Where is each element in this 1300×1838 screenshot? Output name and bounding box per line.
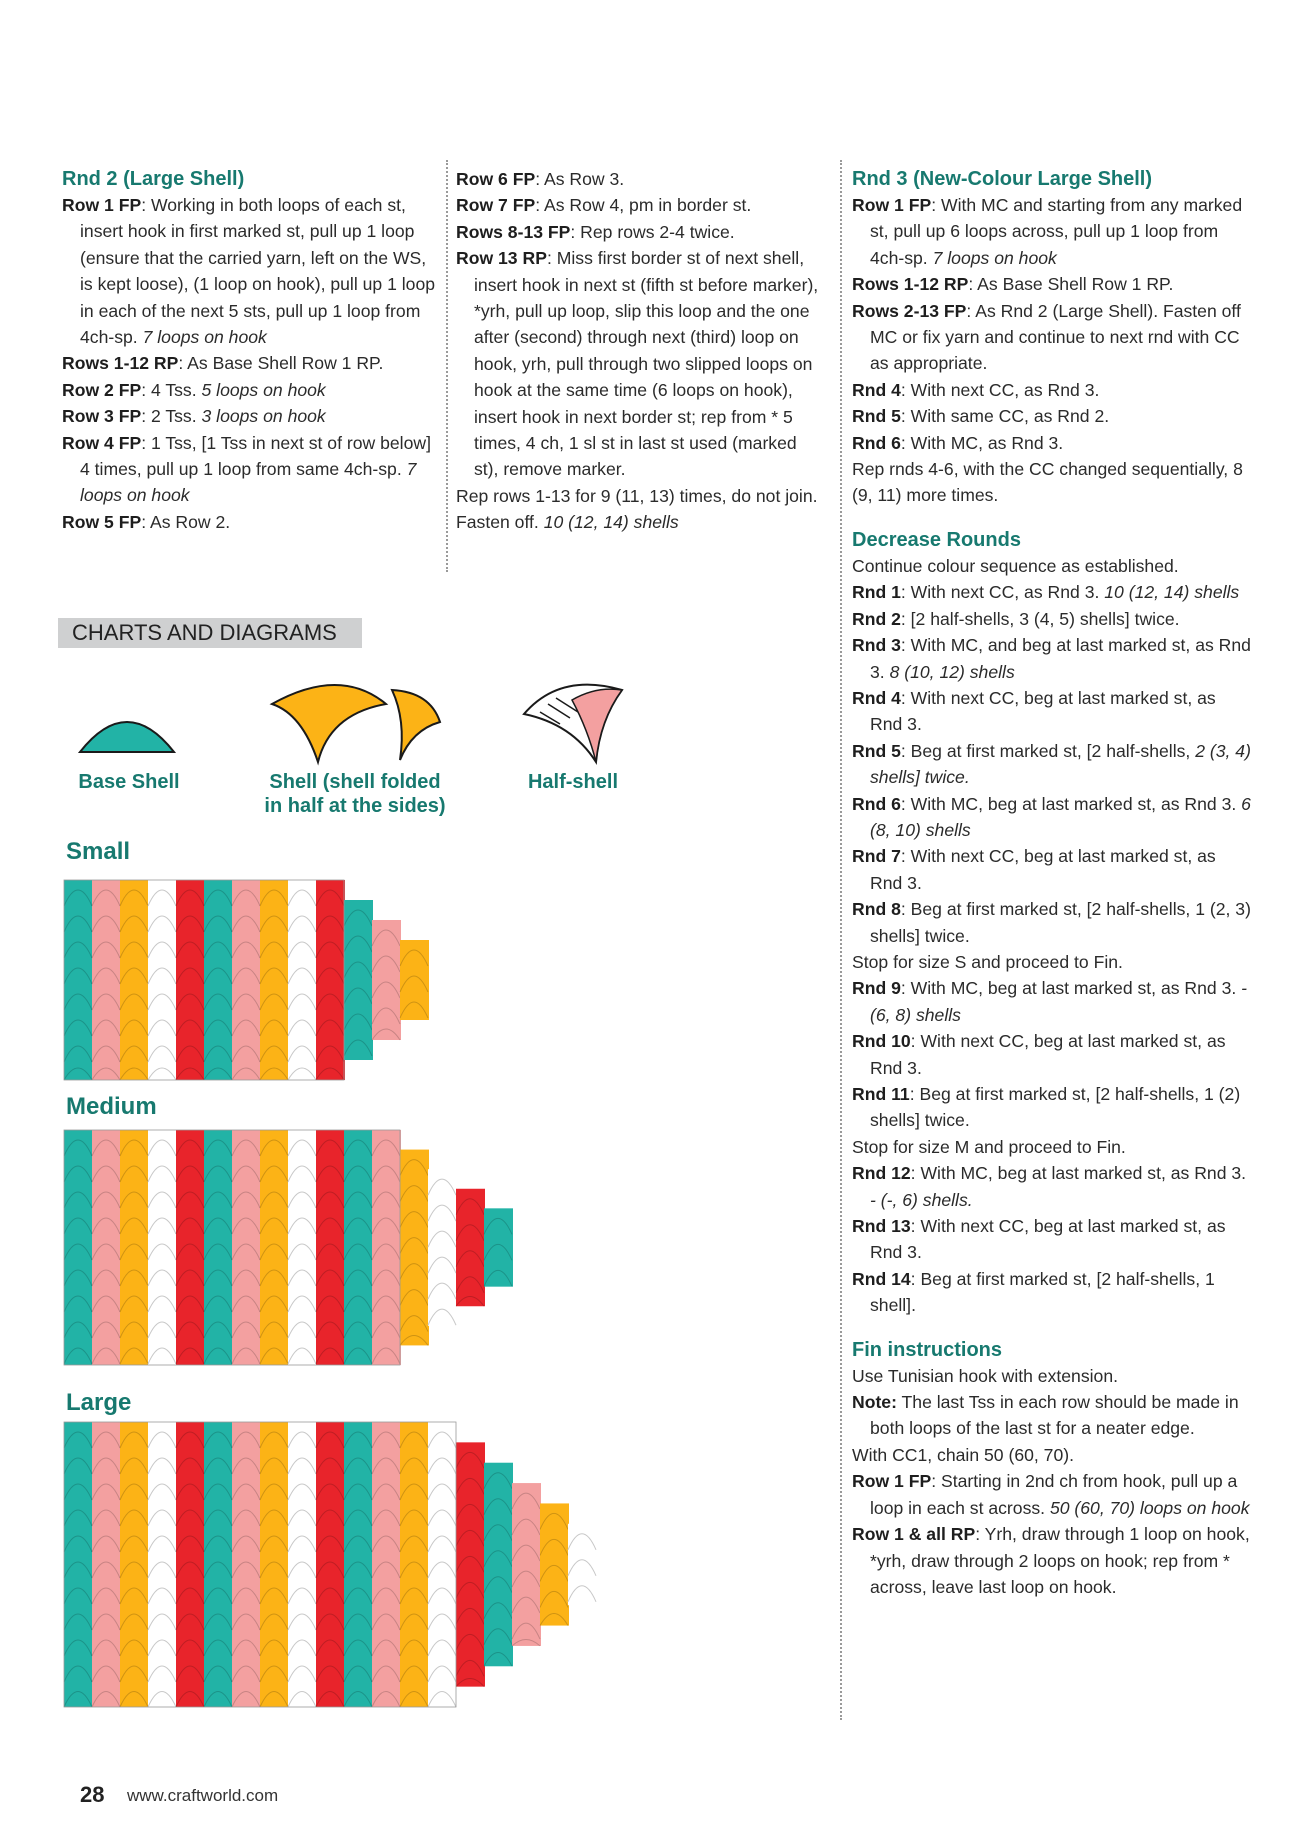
shell-column: [316, 880, 345, 1080]
legend-shell-label-line2: in half at the sides): [264, 795, 446, 817]
size-label-medium: Medium: [66, 1093, 157, 1120]
shell-column: [176, 880, 205, 1080]
legend-base-shell-label: Base Shell: [78, 771, 180, 793]
instruction-text: : [2 half-shells, 3 (4, 5) shells] twice.: [900, 608, 1180, 629]
instruction-label: Row 5 FP: [62, 511, 142, 532]
instruction-text: : Yrh, draw through 1 loop on hook, *yrh, draw through 2 loops on hook; rep from * across, leave last loop on hook.: [870, 1524, 1250, 1597]
shell-column: [512, 1483, 541, 1646]
shell-column: [204, 880, 233, 1080]
instruction-text: : With next CC, as Rnd 3.: [900, 582, 1105, 603]
instruction-label: Note:: [852, 1392, 897, 1413]
instruction-label: Row 1 FP: [62, 195, 142, 215]
instruction-text: : With MC, as Rnd 3.: [900, 432, 1064, 453]
instruction-label: Row 6 FP: [456, 169, 536, 189]
shell-column: [120, 880, 149, 1080]
instruction-text: : As Rnd 2 (Large Shell). Fasten off MC or fix yarn and continue to next rnd with CC as appropriate.: [870, 300, 1241, 374]
shell-column: [288, 880, 317, 1080]
footer-url: www.craftworld.com: [127, 1786, 279, 1805]
instruction-text: : With next CC, beg at last marked st, as Rnd 3.: [870, 1031, 1226, 1078]
instruction-note: 7 loops on hook: [932, 247, 1057, 268]
instruction-label: Rnd 13: [852, 1216, 911, 1237]
instruction-label: Row 3 FP: [62, 406, 142, 427]
diagram-medium: [64, 1130, 513, 1365]
instruction-text: : 1 Tss, [1 Tss in next st of row below] 4 times, pull up 1 loop from same 4ch-sp.: [80, 432, 431, 480]
shell-column: [232, 880, 261, 1080]
instruction-text: : As Base Shell Row 1 RP.: [968, 274, 1174, 295]
instruction-label: Rnd 6: [852, 793, 901, 814]
instruction-label: Rnd 8: [852, 899, 901, 920]
instruction-text: Use Tunisian hook with extension.: [852, 1365, 1119, 1386]
instruction-text: : Miss first border st of next shell, insert hook in next st (fifth st before marker), *yrh, pull up loop, slip this loop and the one after (second) through next (third) loop on hook, yrh, pull through two slipped loops on hook at the same time (6 loops on hook), insert hook in next border st; rep from * 5 times, 4 ch, 1 sl st in last st used (marked st), remove marker.: [474, 248, 819, 480]
instruction-label: Row 2 FP: [62, 379, 142, 400]
instruction-text: : Working in both loops of each st, insert hook in first marked st, pull up 1 loop (ensure that the carried yarn, left on the WS, is kept loose), (1 loop on hook), pull up 1 loop in each of the next 5 sts, pull up 1 loop from 4ch-sp.: [80, 195, 436, 348]
size-label-small: Small: [66, 838, 131, 865]
instruction-text: : With MC, beg at last marked st, as Rnd 3.: [900, 793, 1242, 814]
instruction-text: : Beg at first marked st, [2 half-shells, 1 (2, 3) shells] twice.: [870, 899, 1251, 946]
instruction-label: Row 1 FP: [852, 1471, 932, 1492]
instruction-label: Rows 1-12 RP: [852, 274, 969, 295]
shell-column: [344, 900, 373, 1060]
instruction-label: Row 7 FP: [456, 195, 536, 216]
instruction-note: 7 loops on hook: [80, 459, 417, 506]
instruction-text: : With MC and starting from any marked st, pull up 6 loops across, pull up 1 loop from 4ch-sp.: [870, 195, 1243, 268]
shell-folded-icon: [392, 690, 440, 760]
shell-column: [484, 1208, 513, 1286]
instruction-note: 6 (8, 10) shells: [870, 793, 1251, 840]
instruction-text: : With MC, beg at last marked st, as Rnd 3.: [910, 1163, 1247, 1184]
instruction-text: : Beg at first marked st, [2 half-shells,: [900, 740, 1196, 761]
shell-column: [400, 940, 429, 1020]
diagrams-group: [64, 880, 597, 1707]
instruction-text: : With MC, and beg at last marked st, as Rnd 3.: [870, 635, 1251, 682]
instruction-label: Rnd 4: [852, 687, 901, 708]
instruction-text: Stop for size M and proceed to Fin.: [852, 1136, 1126, 1157]
base-shell-icon: [80, 722, 174, 752]
instruction-note: 5 loops on hook: [201, 379, 326, 400]
instruction-text: With CC1, chain 50 (60, 70).: [852, 1444, 1074, 1465]
instruction-label: Rnd 12: [852, 1163, 911, 1184]
instruction-note: - (-, 6) shells.: [870, 1189, 973, 1210]
instruction-note: 10 (12, 14) shells: [543, 512, 679, 533]
instruction-label: Rnd 5: [852, 740, 901, 761]
instruction-label: Rnd 4: [852, 379, 901, 400]
instruction-text: : Beg at first marked st, [2 half-shells, 1 (2) shells] twice.: [870, 1084, 1241, 1131]
shell-column: [428, 1169, 457, 1326]
section-heading: Fin instructions: [852, 1338, 1002, 1361]
charts-section-title: CHARTS AND DIAGRAMS: [58, 618, 362, 648]
instruction-note: - (6, 8) shells: [870, 978, 1248, 1025]
instruction-label: Row 13 RP: [456, 248, 547, 269]
shell-column: [92, 880, 121, 1080]
instruction-label: Rows 2-13 FP: [852, 300, 967, 321]
instruction-note: 50 (60, 70) loops on hook: [1049, 1497, 1250, 1518]
instruction-text: : Starting in 2nd ch from hook, pull up a loop in each st across.: [870, 1471, 1238, 1518]
instruction-text: : With next CC, as Rnd 3.: [900, 379, 1100, 400]
shell-column: [148, 880, 177, 1080]
instruction-label: Rows 1-12 RP: [62, 353, 179, 374]
instruction-text: : As Base Shell Row 1 RP.: [178, 353, 384, 374]
instruction-label: Rnd 11: [852, 1084, 910, 1104]
instruction-label: Rnd 10: [852, 1031, 911, 1052]
instruction-text: : As Row 2.: [141, 511, 231, 532]
instruction-text: Rep rnds 4-6, with the CC changed sequentially, 8 (9, 11) more times.: [852, 459, 1243, 506]
instruction-label: Rnd 9: [852, 978, 901, 999]
shell-column: [64, 880, 93, 1080]
instruction-label: Rnd 6: [852, 432, 901, 453]
instruction-text: : With same CC, as Rnd 2.: [900, 406, 1110, 427]
instruction-text: : With next CC, beg at last marked st, as Rnd 3.: [870, 846, 1216, 893]
instruction-note: 7 loops on hook: [142, 327, 267, 348]
instruction-label: Row 1 FP: [852, 195, 932, 215]
instruction-text: : As Row 4, pm in border st.: [535, 195, 752, 216]
instruction-label: Rnd 3: [852, 635, 901, 656]
diagram-large: [64, 1422, 597, 1707]
instruction-text: : With next CC, beg at last marked st, as Rnd 3.: [870, 687, 1216, 735]
instruction-label: Rnd 2: [852, 608, 901, 629]
size-label-large: Large: [66, 1389, 132, 1416]
instruction-label: Row 1 & all RP: [852, 1524, 976, 1545]
instruction-label: Rnd 5: [852, 406, 901, 427]
shell-icon: [272, 685, 386, 762]
section-heading: Decrease Rounds: [852, 528, 1021, 551]
legend-half-shell-label: Half-shell: [527, 771, 619, 793]
shell-column: [260, 880, 289, 1080]
instruction-text: : 2 Tss.: [141, 406, 202, 427]
instruction-text: Rep rows 1-13 for 9 (11, 13) times, do not join. Fasten off.: [456, 485, 818, 533]
instruction-label: Rnd 7: [852, 846, 901, 867]
page-number: 28: [80, 1782, 105, 1807]
section-heading: Rnd 3 (New-Colour Large Shell): [852, 168, 1153, 190]
instruction-note: 8 (10, 12) shells: [889, 661, 1015, 682]
instruction-label: Rnd 1: [852, 582, 901, 603]
instruction-text: : With MC, beg at last marked st, as Rnd 3.: [900, 978, 1242, 999]
instruction-text: : 4 Tss.: [141, 379, 202, 400]
instruction-text: : Rep rows 2-4 twice.: [570, 221, 735, 242]
instruction-text: Stop for size S and proceed to Fin.: [852, 951, 1123, 972]
legend-shell-label-line1: Shell (shell folded: [269, 771, 441, 793]
diagram-small: [64, 880, 429, 1080]
instruction-label: Rnd 14: [852, 1268, 911, 1289]
instruction-text: : With next CC, beg at last marked st, as Rnd 3.: [870, 1216, 1226, 1263]
instruction-note: 3 loops on hook: [201, 406, 326, 427]
instruction-note: 10 (12, 14) shells: [1104, 582, 1240, 603]
instruction-note: 2 (3, 4) shells] twice.: [870, 740, 1251, 788]
instruction-label: Rows 8-13 FP: [456, 221, 571, 242]
instruction-text: Continue colour sequence as established.: [852, 555, 1179, 576]
section-heading: Rnd 2 (Large Shell): [62, 168, 245, 190]
instruction-text: : As Row 3.: [535, 169, 625, 189]
instruction-label: Row 4 FP: [62, 432, 142, 453]
instruction-text: : Beg at first marked st, [2 half-shells, 1 shell].: [870, 1268, 1215, 1316]
instruction-text: The last Tss in each row should be made in both loops of the last st for a neater edge.: [870, 1392, 1239, 1439]
